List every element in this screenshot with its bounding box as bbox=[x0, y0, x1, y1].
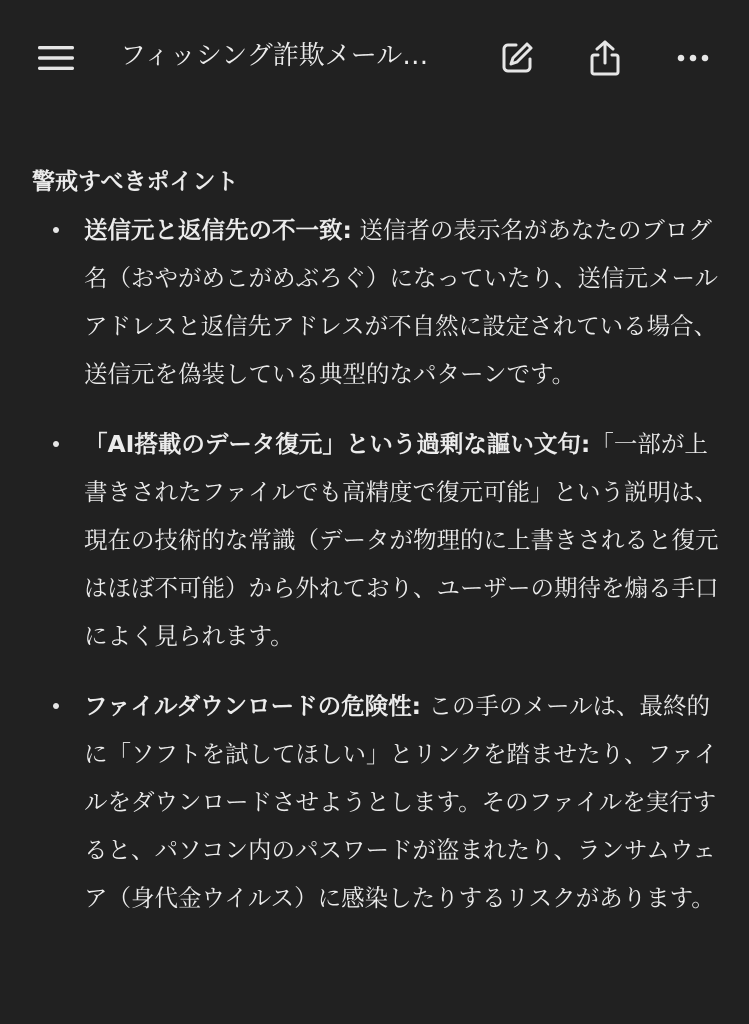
message-content bbox=[32, 160, 722, 944]
conversation-title[interactable]: フィッシング詐欺メール… bbox=[120, 41, 429, 71]
more-icon bbox=[677, 54, 709, 62]
list-item bbox=[32, 206, 722, 398]
list-item bbox=[32, 420, 722, 660]
item-label: 「AI搭載のデータ復元」という過剰な謳い文句: bbox=[84, 430, 591, 458]
item-text: 「一部が上書きされたファイルでも高精度で復元可能」という説明は、現在の技術的な常識（データが物理的に上書きされると復元はほぼ不可能）から外れており、ユーザーの期待を煽る手口によく見られます。 bbox=[84, 430, 719, 650]
item-label: ファイルダウンロードの危険性: bbox=[84, 692, 421, 720]
hamburger-menu-icon bbox=[37, 44, 75, 72]
bullet-dot bbox=[53, 441, 59, 447]
item-text: この手のメールは、最終的に「ソフトを試してほしい」とリンクを踏ませたり、ファイルをダウンロードさせようとします。そのファイルを実行すると、パソコン内のパスワードが盗まれたり、ランサムウェア（身代金ウイルス）に感染したりするリスクがあります。 bbox=[84, 692, 718, 912]
more-options-button[interactable] bbox=[665, 30, 721, 86]
item-label: 送信元と返信先の不一致: bbox=[84, 216, 352, 244]
menu-button[interactable] bbox=[28, 30, 84, 86]
bullet-dot bbox=[53, 703, 59, 709]
item-text: 送信者の表示名があなたのブログ名（おやがめこがめぶろぐ）になっていたり、送信元メールアドレスと返信先アドレスが不自然に設定されている場合、送信元を偽装している典型的なパターンです。 bbox=[84, 216, 719, 388]
bullet-dot bbox=[53, 227, 59, 233]
new-chat-button[interactable] bbox=[489, 30, 545, 86]
edit-icon bbox=[499, 40, 535, 76]
share-icon bbox=[588, 39, 622, 77]
share-button[interactable] bbox=[577, 30, 633, 86]
top-bar bbox=[0, 0, 749, 112]
warning-points-list bbox=[32, 206, 722, 922]
list-item bbox=[32, 682, 722, 922]
section-heading: 警戒すべきポイント bbox=[32, 169, 239, 195]
